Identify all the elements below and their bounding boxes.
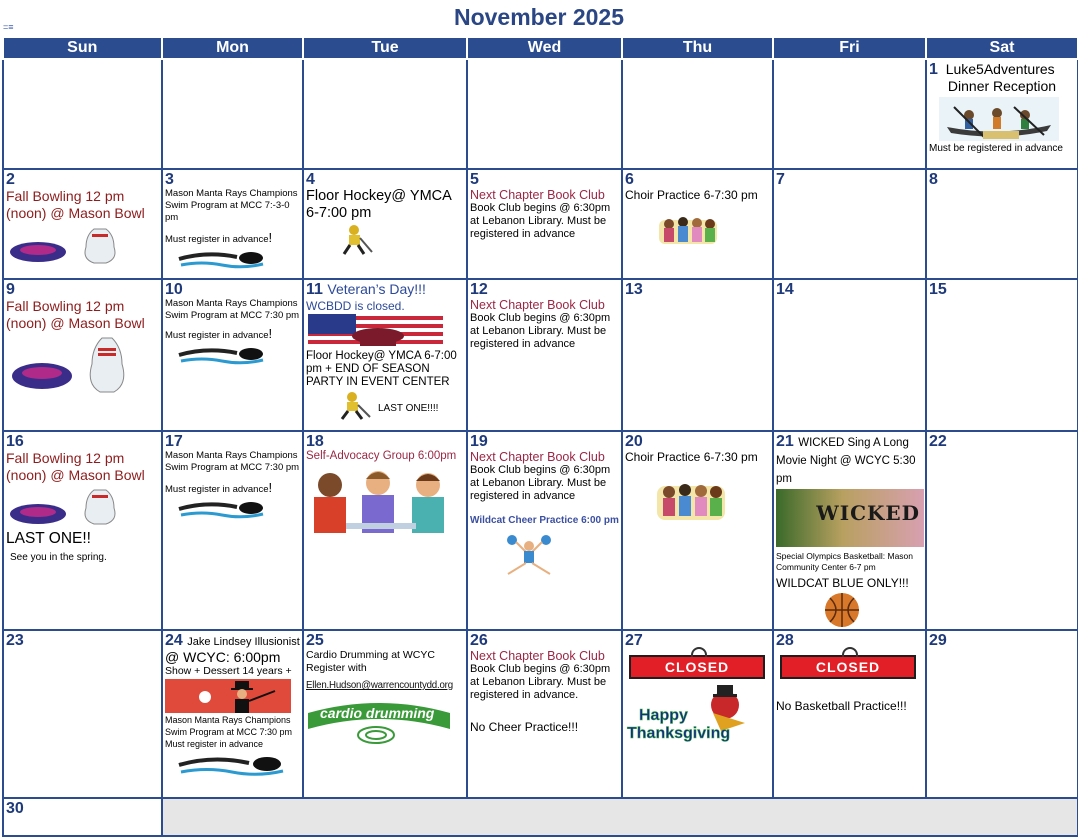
event-title: Next Chapter Book Club [470,450,605,464]
note: Must be registered in advance [929,143,1063,154]
day-number: 2 [6,171,15,188]
note: Must register in advance [165,484,269,495]
note: Must register in advance [165,739,264,749]
day-number: 11 [306,281,323,298]
week-row [3,798,1078,836]
day-number: 10 [165,281,183,298]
flag-icon [308,314,443,350]
day-cell-25[interactable] [303,630,467,798]
event-title: Mason Manta Rays Champions Swim Program at MCC 7:30 pm [165,450,300,473]
day-cell-14[interactable] [773,279,926,431]
swimmer-icon [177,247,267,269]
day-number: 18 [306,433,324,450]
poster-title: WICKED [816,501,920,525]
day-cell-7[interactable] [773,169,926,279]
day-number: 6 [625,171,634,188]
note: Must register in advance [165,234,269,245]
empty-day [303,59,467,169]
event-title: Self-Advocacy Group 6:00pm [306,450,457,462]
event-detail: Book Club begins @ 6:30pm at Lebanon Library. Must be registered in advance [470,312,611,350]
event-title: Fall Bowling 12 pm (noon) @ Mason Bowl [6,188,145,221]
weekday-mon: Mon [162,37,303,59]
last-one-label: LAST ONE!! [6,530,91,547]
day-cell-21[interactable] [773,431,926,630]
event-line: @ WCYC: 6:00pm [165,649,281,665]
day-number: 4 [306,171,315,188]
day-number: 25 [306,632,324,649]
bowling-icon [6,486,131,526]
hockey-player-icon [332,391,372,421]
event-subtitle: Dinner Reception [947,78,1057,94]
day-number: 23 [6,632,24,649]
event-title: Next Chapter Book Club [470,188,605,202]
day-cell-13[interactable] [622,279,773,431]
weekday-sun: Sun [3,37,162,59]
calendar-title: November 2025 [453,4,625,30]
day-number: 7 [776,171,785,188]
week-row [3,59,1078,169]
exclamation: ! [268,230,273,245]
day-number: 9 [6,281,15,298]
cardio-drumming-logo [306,699,452,745]
day-cell-11[interactable] [303,279,467,431]
event-title: Next Chapter Book Club [470,649,605,663]
day-cell-15[interactable] [926,279,1078,431]
swimmer-icon [177,497,267,519]
closed-notice: WCBDD is closed. [306,299,405,313]
day-number: 14 [776,281,794,298]
wicked-poster [776,489,924,547]
day-cell-9[interactable] [3,279,162,431]
bowling-icon [6,225,131,265]
note: Must register in advance [165,330,269,341]
day-cell-6[interactable] [622,169,773,279]
bowling-icon [6,336,131,394]
day-cell-24[interactable] [162,630,303,798]
magician-icon [165,679,291,713]
empty-day [162,798,1078,836]
day-number: 15 [929,281,947,298]
logo-text: cardio drumming [320,705,435,721]
event-detail: Book Club begins @ 6:30pm at Lebanon Library. Must be registered in advance. [470,663,611,701]
closed-sign: CLOSED [629,655,765,679]
day-number: 26 [470,632,488,649]
cheer-event: Wildcat Cheer Practice 6:00 pm [470,515,619,526]
day-number: 30 [6,800,24,817]
day-number: 22 [929,433,947,450]
day-cell-12[interactable] [467,279,622,431]
weekday-header-row [3,37,1078,59]
event-detail: Book Club begins @ 6:30pm at Lebanon Library. Must be registered in advance [470,464,611,502]
event-title: Floor Hockey@ YMCA 6-7:00 pm + END OF SEASON PARTY IN EVENT CENTER [306,350,457,388]
holiday-title: Veteran’s Day!!! [327,281,426,297]
day-number: 13 [625,281,643,298]
day-number: 5 [470,171,479,188]
event-title: Next Chapter Book Club [470,298,605,312]
thanksgiving-text: Thanksgiving [627,725,731,742]
empty-day [773,59,926,169]
thanksgiving-graphic [625,683,765,749]
note: See you in the spring. [10,552,107,563]
empty-day [162,59,303,169]
closed-sign: CLOSED [780,655,916,679]
last-one-label: LAST ONE!!!! [378,403,439,414]
day-cell-27[interactable] [622,630,773,798]
day-cell-22[interactable] [926,431,1078,630]
event-title: Luke5Adventures [945,61,1055,77]
weekday-thu: Thu [622,37,773,59]
weekday-wed: Wed [467,37,622,59]
day-cell-23[interactable] [3,630,162,798]
event-title: Jake Lindsey Illusionist [187,636,300,648]
event-title: WICKED Sing A Long Movie Night @ WCYC 5:30 pm [776,437,916,485]
day-cell-2[interactable] [3,169,162,279]
choir-icon [653,476,729,524]
event-title: Mason Manta Rays Champions Swim Program at MCC 7:30 pm [165,298,300,321]
event-title: Fall Bowling 12 pm (noon) @ Mason Bowl [6,298,145,331]
day-number: 20 [625,433,643,450]
day-cell-18[interactable] [303,431,467,630]
day-number: 28 [776,632,794,649]
week-row [3,279,1078,431]
event-title: Choir Practice 6-7:30 pm [625,450,758,464]
week-row [3,630,1078,798]
event-title: Choir Practice 6-7:30 pm [625,188,758,202]
cheerleader-icon [502,534,556,578]
day-cell-26[interactable] [467,630,622,798]
day-cell-30[interactable] [3,798,162,836]
empty-day [467,59,622,169]
day-cell-19[interactable] [467,431,622,630]
happy-text: Happy [639,707,688,724]
weekday-tue: Tue [303,37,467,59]
event-line: Show + Dessert 14 years + [165,665,292,677]
day-cell-20[interactable] [622,431,773,630]
exclamation: ! [268,480,273,495]
day-cell-17[interactable] [162,431,303,630]
day-number: 24 [165,632,183,649]
weekday-fri: Fri [773,37,926,59]
hockey-player-icon [334,224,374,256]
week-row [3,431,1078,630]
day-number: 12 [470,281,488,298]
day-number: 3 [165,171,174,188]
event-title: Cardio Drumming at WCYC [306,649,435,661]
day-number: 16 [6,433,24,450]
note: No Cheer Practice!!! [470,720,579,734]
day-number: 27 [625,632,643,649]
event-title: Mason Manta Rays Champions Swim Program at MCC 7:-3-0 pm [165,188,298,223]
day-number: 1 [929,61,938,78]
expand-icon[interactable]: =≡ [3,22,14,32]
day-number: 8 [929,171,938,188]
event-detail: Mason Manta Rays Champions Swim Program at MCC 7:30 pm [165,715,293,737]
week-row [3,169,1078,279]
swimmer-icon [177,753,287,777]
email-link[interactable]: Ellen.Hudson@warrencountydd.org [306,680,453,691]
event-detail: Book Club begins @ 6:30pm at Lebanon Library. Must be registered in advance [470,202,611,240]
event-note: WILDCAT BLUE ONLY!!! [776,576,909,590]
day-cell-3[interactable] [162,169,303,279]
day-cell-28[interactable] [773,630,926,798]
day-number: 19 [470,433,488,450]
weekday-sat: Sat [926,37,1078,59]
swimmer-icon [177,343,267,365]
day-number: 21 [776,433,794,450]
empty-day [622,59,773,169]
empty-day [3,59,162,169]
exclamation: ! [268,326,273,341]
day-cell-10[interactable] [162,279,303,431]
day-cell-1[interactable] [926,59,1078,169]
event-title: Fall Bowling 12 pm (noon) @ Mason Bowl [6,450,145,483]
event-line: Register with [306,662,367,674]
calendar-grid [2,36,1078,837]
day-number: 17 [165,433,183,450]
note: No Basketball Practice!!! [776,699,907,713]
day-cell-5[interactable] [467,169,622,279]
event-detail: Special Olympics Basketball: Mason Community Center 6-7 pm [776,551,914,572]
group-meeting-icon [306,465,456,533]
day-cell-29[interactable] [926,630,1078,798]
choir-icon [655,212,721,246]
day-cell-8[interactable] [926,169,1078,279]
kayak-icon [939,97,1059,141]
day-cell-16[interactable] [3,431,162,630]
basketball-icon [822,592,862,628]
day-number: 29 [929,632,947,649]
day-cell-4[interactable] [303,169,467,279]
event-title: Floor Hockey@ YMCA 6-7:00 pm [306,188,451,221]
